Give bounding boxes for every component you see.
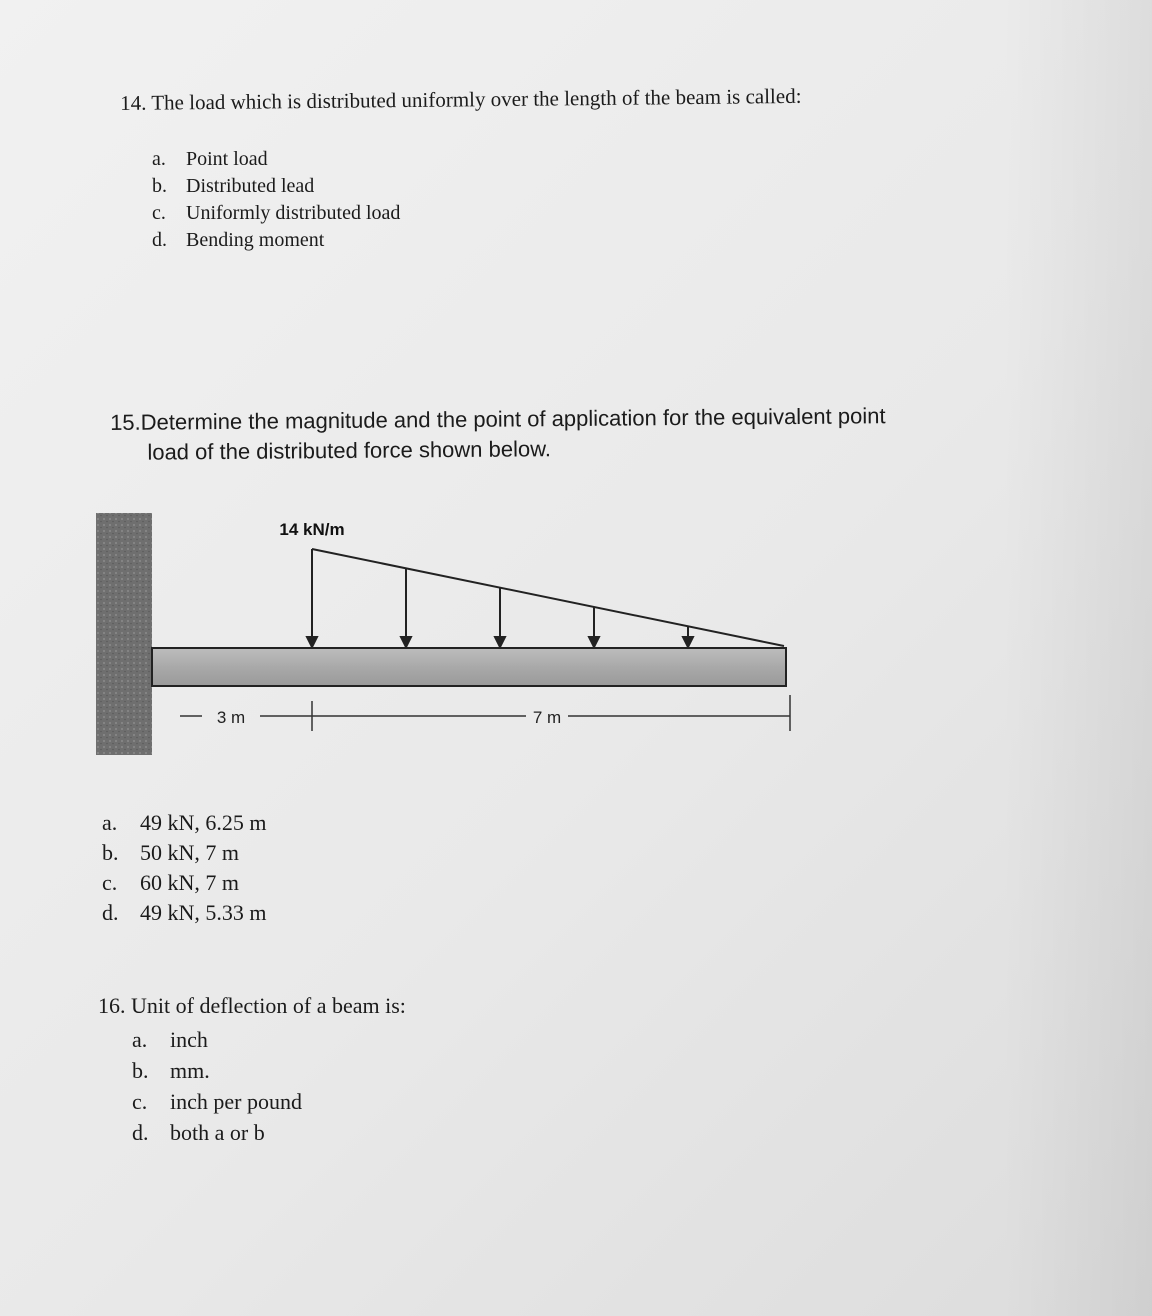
- question-text: Unit of deflection of a beam is:: [131, 993, 406, 1018]
- option-d: d. Bending moment: [152, 229, 325, 251]
- fixed-wall: [96, 513, 152, 755]
- option-c: c. Uniformly distributed load: [152, 202, 401, 224]
- question-text-line1: Determine the magnitude and the point of application for the equivalent point: [140, 403, 886, 435]
- option-a: a. 49 kN, 6.25 m: [102, 810, 267, 835]
- question-number: 15.: [110, 409, 141, 435]
- question-16-options: [132, 1024, 302, 1148]
- load-arrows: [307, 549, 693, 647]
- load-top-edge: [312, 549, 784, 646]
- option-c: c. inch per pound: [132, 1089, 302, 1114]
- dim-label-left: 3 m: [216, 708, 246, 727]
- option-c: c. 60 kN, 7 m: [102, 870, 239, 895]
- beam: [152, 648, 786, 686]
- question-number: 14.: [120, 90, 147, 115]
- load-arrow-head: [683, 637, 693, 647]
- option-b: b. mm.: [132, 1058, 210, 1083]
- option-d: d. both a or b: [132, 1120, 265, 1145]
- dim-label-right: 7 m: [532, 708, 562, 727]
- load-arrow-head: [495, 637, 505, 647]
- question-15-options: [102, 808, 267, 928]
- option-a: a. Point load: [152, 148, 268, 170]
- load-arrow-head: [401, 637, 411, 647]
- option-a: a. inch: [132, 1027, 208, 1052]
- question-15: [110, 401, 886, 468]
- question-14: [120, 83, 802, 117]
- question-14-options: [152, 146, 400, 254]
- question-text-line2: load of the distributed force shown below.: [147, 436, 552, 465]
- question-number: 16.: [98, 993, 126, 1018]
- option-b: b. Distributed lead: [152, 175, 315, 197]
- question-text: The load which is distributed uniformly over the length of the beam is called:: [151, 83, 802, 115]
- load-label: 14 kN/m: [279, 520, 345, 539]
- dimension-lines: [180, 695, 790, 731]
- option-d: d. 49 kN, 5.33 m: [102, 900, 267, 925]
- load-arrow-head: [307, 637, 317, 647]
- question-16: [98, 991, 406, 1021]
- option-b: b. 50 kN, 7 m: [102, 840, 239, 865]
- paper-shadow: [1002, 0, 1152, 1316]
- load-arrow-head: [589, 637, 599, 647]
- beam-diagram: [90, 505, 810, 755]
